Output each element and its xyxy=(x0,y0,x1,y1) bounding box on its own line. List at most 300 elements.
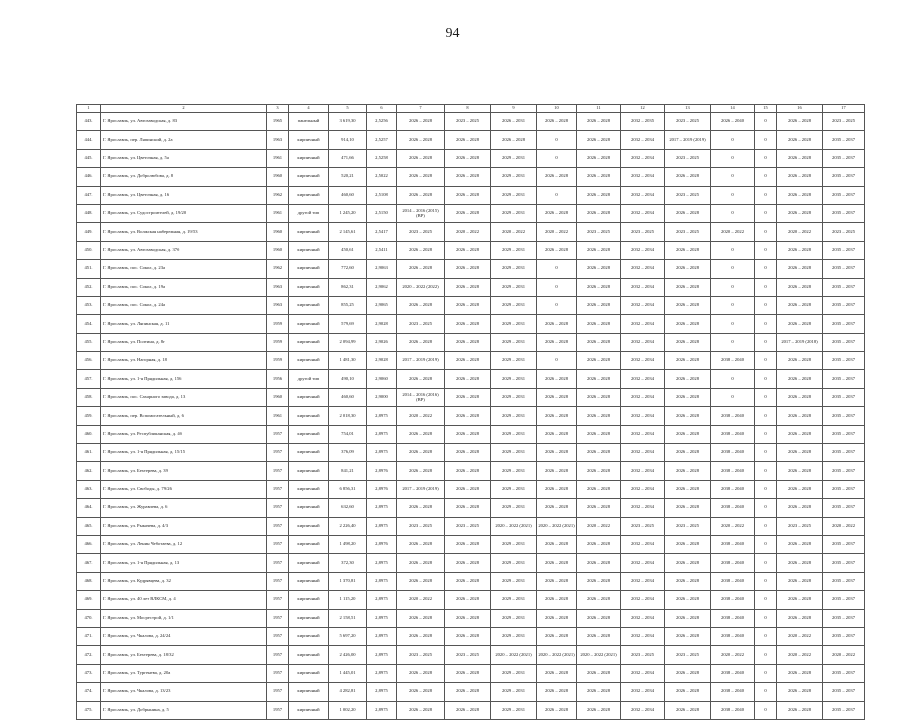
table-cell: 0 xyxy=(755,646,777,664)
table-cell: 0 xyxy=(755,517,777,535)
table-cell: 459. xyxy=(77,407,101,425)
table-cell: 463. xyxy=(77,480,101,498)
table-cell: 2029 – 2031 xyxy=(491,554,537,572)
table-row xyxy=(77,149,865,167)
table-cell: 0 xyxy=(755,407,777,425)
table-cell: кирпичный xyxy=(289,260,329,278)
table-cell: 2 145,61 xyxy=(329,223,367,241)
table-cell: 2026 – 2028 xyxy=(445,388,491,406)
table-cell: 2026 – 2028 xyxy=(537,535,577,553)
table-cell: 2032 – 2034 xyxy=(621,260,665,278)
table-cell: 2,8975 xyxy=(367,646,397,664)
table-cell: 2026 – 2028 xyxy=(777,131,823,149)
table-cell: 445. xyxy=(77,149,101,167)
table-cell: 2 094,99 xyxy=(329,333,367,351)
table-cell: 2026 – 2028 xyxy=(397,333,445,351)
table-cell: 2026 – 2028 xyxy=(777,241,823,259)
table-cell: 372,30 xyxy=(329,554,367,572)
table-cell: 2026 – 2028 xyxy=(777,554,823,572)
address-cell: Г. Ярославль, ул. Ляпинская, д. 11 xyxy=(101,315,267,333)
table-cell: 2,8976 xyxy=(367,480,397,498)
table-cell: 2026 – 2028 xyxy=(445,535,491,553)
table-cell: 2032 – 2034 xyxy=(621,683,665,701)
table-cell: кирпичный xyxy=(289,149,329,167)
address-cell: Г. Ярославль, пер. Вспомогательный, д. 6 xyxy=(101,407,267,425)
table-cell: 2023 – 2025 xyxy=(665,223,711,241)
table-cell: кирпичный xyxy=(289,701,329,719)
table-cell: 2020 – 2022 (2021) xyxy=(537,646,577,664)
table-cell: 2026 – 2028 xyxy=(777,278,823,296)
table-row xyxy=(77,609,865,627)
table-cell: 2026 – 2028 xyxy=(665,315,711,333)
table-row xyxy=(77,462,865,480)
table-cell: 2026 – 2028 xyxy=(577,554,621,572)
table-cell: 2026 – 2028 xyxy=(445,204,491,222)
table-cell: 455. xyxy=(77,333,101,351)
table-cell: 2026 – 2028 xyxy=(397,683,445,701)
table-cell: 3 619,30 xyxy=(329,113,367,131)
table-cell: 2026 – 2028 xyxy=(577,480,621,498)
table-cell: 2035 – 2037 xyxy=(823,572,865,590)
table-cell: 2032 – 2034 xyxy=(621,204,665,222)
table-cell: 1965 xyxy=(267,113,289,131)
table-cell: 2035 – 2037 xyxy=(823,388,865,406)
table-cell: 1960 xyxy=(267,241,289,259)
table-cell: 2026 – 2028 xyxy=(445,425,491,443)
table-cell: 0 xyxy=(755,113,777,131)
address-cell: Г. Ярославль, пос. Сокол, д. 23а xyxy=(101,260,267,278)
table-cell: кирпичный xyxy=(289,499,329,517)
table-cell: кирпичный xyxy=(289,572,329,590)
column-number-row xyxy=(77,105,865,113)
table-cell: 449. xyxy=(77,223,101,241)
table-cell: 0 xyxy=(755,131,777,149)
table-row xyxy=(77,554,865,572)
table-cell: 0 xyxy=(755,535,777,553)
table-cell: 2,9028 xyxy=(367,352,397,370)
table-cell: 2023 – 2025 xyxy=(665,113,711,131)
table-cell: 2032 – 2034 xyxy=(621,480,665,498)
table-row xyxy=(77,499,865,517)
table-cell: 2032 – 2034 xyxy=(621,554,665,572)
table-cell: 2035 – 2037 xyxy=(823,480,865,498)
table-cell: 462. xyxy=(77,462,101,480)
table-cell: 0 xyxy=(755,333,777,351)
table-cell: 2026 – 2028 xyxy=(577,388,621,406)
table-cell: 2026 – 2028 xyxy=(537,627,577,645)
table-cell: 2,8975 xyxy=(367,572,397,590)
table-cell: 2026 – 2028 xyxy=(577,627,621,645)
table-cell: 2020 – 2022 xyxy=(777,627,823,645)
table-cell: 2038 – 2040 xyxy=(711,444,755,462)
table-cell: 2020 – 2022 (2022) xyxy=(397,278,445,296)
table-cell: 2032 – 2035 xyxy=(621,113,665,131)
table-cell: 0 xyxy=(755,260,777,278)
table-cell: 2026 – 2028 xyxy=(397,572,445,590)
table-row xyxy=(77,204,865,222)
table-cell: 2026 – 2028 xyxy=(777,591,823,609)
table-cell: 2032 – 2034 xyxy=(621,333,665,351)
table-cell: 2026 – 2028 xyxy=(445,627,491,645)
table-cell: 2032 – 2034 xyxy=(621,535,665,553)
table-cell: 1957 xyxy=(267,701,289,719)
table-cell: 0 xyxy=(537,260,577,278)
table-cell: 2,5417 xyxy=(367,223,397,241)
table-row xyxy=(77,131,865,149)
table-cell: 2,5257 xyxy=(367,131,397,149)
table-cell: 2020 – 2022 xyxy=(537,223,577,241)
table-cell: 468. xyxy=(77,572,101,590)
table-cell: 2026 – 2028 xyxy=(397,168,445,186)
table-cell: 2,9026 xyxy=(367,333,397,351)
table-cell: 2,8975 xyxy=(367,425,397,443)
table-cell: 2026 – 2028 xyxy=(777,149,823,167)
table-cell: 0 xyxy=(755,480,777,498)
table-cell: 1957 xyxy=(267,591,289,609)
table-cell: 2026 – 2028 xyxy=(445,186,491,204)
table-cell: 2029 – 2031 xyxy=(491,352,537,370)
table-cell: 2026 – 2028 xyxy=(397,131,445,149)
table-cell: 1 002,20 xyxy=(329,701,367,719)
table-cell: 2032 – 2034 xyxy=(621,701,665,719)
table-cell: 2038 – 2040 xyxy=(711,554,755,572)
table-cell: 2026 – 2028 xyxy=(577,333,621,351)
table-cell: 472. xyxy=(77,646,101,664)
table-cell: 632,60 xyxy=(329,499,367,517)
address-cell: Г. Ярославль, ул. 40 лет ВЛКСМ, д. 4 xyxy=(101,591,267,609)
table-cell: 0 xyxy=(711,186,755,204)
table-cell: другой тип xyxy=(289,370,329,388)
table-cell: 1960 xyxy=(267,223,289,241)
table-cell: 2038 – 2040 xyxy=(711,407,755,425)
table-cell: 2023 – 2025 xyxy=(397,517,445,535)
address-cell: Г. Ярославль, ул. Цветочная, д. 5а xyxy=(101,149,267,167)
table-cell: 2 018,30 xyxy=(329,407,367,425)
table-cell: кирпичный xyxy=(289,352,329,370)
table-cell: 2,9000 xyxy=(367,388,397,406)
table-cell: 2023 – 2025 xyxy=(577,223,621,241)
table-cell: 2026 – 2028 xyxy=(397,260,445,278)
table-cell: кирпичный xyxy=(289,535,329,553)
address-cell: Г. Ярославль, ул. Мосрестрой, д. 1/1 xyxy=(101,609,267,627)
address-cell: Г. Ярославль, ул. 1-я Прядильная, д. 15/15 xyxy=(101,444,267,462)
table-cell: 2026 – 2028 xyxy=(665,627,711,645)
table-cell: 0 xyxy=(537,296,577,314)
table-cell: 2023 – 2025 xyxy=(777,517,823,535)
table-cell: 2026 – 2028 xyxy=(537,113,577,131)
table-cell: 1959 xyxy=(267,315,289,333)
table-cell: 2038 – 2040 xyxy=(711,572,755,590)
address-cell: Г. Ярославль, пер. Ляпинский, д. 2а xyxy=(101,131,267,149)
table-cell: 2026 – 2028 xyxy=(777,701,823,719)
table-cell: 490,10 xyxy=(329,370,367,388)
table-cell: 914,10 xyxy=(329,131,367,149)
table-cell: 2026 – 2028 xyxy=(445,149,491,167)
table-cell: 1959 xyxy=(267,352,289,370)
address-cell: Г. Ярославль, пос. Сокол, д. 19а xyxy=(101,278,267,296)
table-cell: 2035 – 2037 xyxy=(823,260,865,278)
table-cell: 2026 – 2028 xyxy=(577,149,621,167)
table-cell: 2017 – 2019 (2019) xyxy=(665,131,711,149)
table-cell: 2035 – 2037 xyxy=(823,352,865,370)
table-cell: 1960 xyxy=(267,388,289,406)
table-cell: 2026 – 2028 xyxy=(397,370,445,388)
table-cell: 2038 – 2040 xyxy=(711,609,755,627)
table-cell: 2026 – 2031 xyxy=(491,113,537,131)
table-cell: 2026 – 2028 xyxy=(577,168,621,186)
table-cell: 2,8975 xyxy=(367,664,397,682)
table-cell: кирпичный xyxy=(289,462,329,480)
table-cell: кирпичный xyxy=(289,168,329,186)
table-cell: 2026 – 2028 xyxy=(665,480,711,498)
table-cell: 0 xyxy=(755,425,777,443)
table-row xyxy=(77,370,865,388)
table-cell: 451. xyxy=(77,260,101,278)
table-cell: кирпичный xyxy=(289,407,329,425)
table-row xyxy=(77,444,865,462)
table-cell: 2026 – 2028 xyxy=(665,664,711,682)
column-number-cell: 15 xyxy=(755,105,777,113)
table-cell: 2,9060 xyxy=(367,370,397,388)
table-cell: 1957 xyxy=(267,554,289,572)
table-cell: 1 245,20 xyxy=(329,204,367,222)
table-cell: 2,8975 xyxy=(367,683,397,701)
table-cell: 2035 – 2037 xyxy=(823,149,865,167)
table-row xyxy=(77,186,865,204)
table-cell: 471,66 xyxy=(329,149,367,167)
table-cell: 0 xyxy=(537,131,577,149)
table-cell: 4 282,81 xyxy=(329,683,367,701)
table-cell: 2026 – 2028 xyxy=(537,204,577,222)
table-cell: 0 xyxy=(711,168,755,186)
table-row xyxy=(77,535,865,553)
table-cell: 2026 – 2028 xyxy=(537,425,577,443)
table-cell: 2035 – 2037 xyxy=(823,664,865,682)
table-cell: 2026 – 2028 xyxy=(777,535,823,553)
table-cell: 2038 – 2040 xyxy=(711,535,755,553)
table-cell: 2014 – 2016 (2016)(ВР) xyxy=(397,388,445,406)
table-cell: 5 697,20 xyxy=(329,627,367,645)
table-cell: 2026 – 2028 xyxy=(777,444,823,462)
table-cell: 465. xyxy=(77,517,101,535)
table-cell: 2026 – 2028 xyxy=(397,241,445,259)
table-cell: 2,9028 xyxy=(367,315,397,333)
table-cell: 2026 – 2028 xyxy=(445,333,491,351)
table-cell: 460,60 xyxy=(329,186,367,204)
table-cell: 2026 – 2028 xyxy=(577,278,621,296)
table-cell: кирпичный xyxy=(289,664,329,682)
table-cell: 2026 – 2028 xyxy=(577,241,621,259)
address-cell: Г. Ярославль, ул. Кудрявцева, д. 32 xyxy=(101,572,267,590)
table-cell: 1957 xyxy=(267,444,289,462)
table-cell: кирпичный xyxy=(289,333,329,351)
table-cell: 2032 – 2034 xyxy=(621,278,665,296)
table-cell: 2029 – 2031 xyxy=(491,186,537,204)
address-cell: Г. Ярославль, ул. Чкалова, д. 24/24 xyxy=(101,627,267,645)
table-cell: 0 xyxy=(755,683,777,701)
table-cell: 0 xyxy=(755,223,777,241)
table-cell: другой тип xyxy=(289,204,329,222)
table-cell: кирпичный xyxy=(289,609,329,627)
table-cell: 754,01 xyxy=(329,425,367,443)
table-cell: 2032 – 2034 xyxy=(621,407,665,425)
table-cell: 2,8975 xyxy=(367,609,397,627)
column-number-cell: 16 xyxy=(777,105,823,113)
column-number-cell: 10 xyxy=(537,105,577,113)
table-cell: 0 xyxy=(711,370,755,388)
table-cell: 2023 – 2025 xyxy=(621,223,665,241)
address-cell: Г. Ярославль, пос. Сокол, д. 24а xyxy=(101,296,267,314)
table-cell: 2026 – 2028 xyxy=(577,535,621,553)
table-cell: 2017 – 2019 (2018) xyxy=(777,333,823,351)
table-cell: 1957 xyxy=(267,572,289,590)
table-cell: 2023 – 2025 xyxy=(397,646,445,664)
table-cell: 841,21 xyxy=(329,462,367,480)
table-cell: 460,60 xyxy=(329,388,367,406)
table-cell: 2026 – 2028 xyxy=(397,535,445,553)
table-cell: 470. xyxy=(77,609,101,627)
table-cell: 2026 – 2028 xyxy=(445,131,491,149)
table-cell: 2026 – 2028 xyxy=(665,572,711,590)
table-cell: 2026 – 2028 xyxy=(445,315,491,333)
address-cell: Г. Ярославль, ул. Автозаводская, д. 83 xyxy=(101,113,267,131)
table-cell: кирпичный xyxy=(289,444,329,462)
table-cell: 2026 – 2028 xyxy=(397,296,445,314)
table-cell: 2026 – 2028 xyxy=(537,388,577,406)
table-cell: 2026 – 2028 xyxy=(445,444,491,462)
table-cell: 2026 – 2028 xyxy=(665,260,711,278)
table-cell: 0 xyxy=(711,296,755,314)
table-cell: кирпичный xyxy=(289,131,329,149)
address-cell: Г. Ярославль, ул. Рыкачева, д. 4/3 xyxy=(101,517,267,535)
table-cell: 1957 xyxy=(267,683,289,701)
table-cell: 1 498,20 xyxy=(329,535,367,553)
table-cell: 2026 – 2028 xyxy=(537,591,577,609)
table-cell: 2038 – 2040 xyxy=(711,664,755,682)
table-cell: 447. xyxy=(77,186,101,204)
table-cell: 2026 – 2028 xyxy=(537,462,577,480)
address-cell: Г. Ярославль, ул. Ленин Чеботаева, д. 12 xyxy=(101,535,267,553)
table-cell: 2026 – 2028 xyxy=(777,186,823,204)
table-cell: 2032 – 2034 xyxy=(621,370,665,388)
table-cell: 2023 – 2025 xyxy=(823,113,865,131)
column-number-cell: 1 xyxy=(77,105,101,113)
table-cell: 2029 – 2031 xyxy=(491,333,537,351)
table-cell: 0 xyxy=(711,260,755,278)
table-cell: 2026 – 2028 xyxy=(397,701,445,719)
table-row xyxy=(77,223,865,241)
table-cell: 2029 – 2031 xyxy=(491,296,537,314)
table-cell: 2026 – 2028 xyxy=(577,444,621,462)
table-cell: 2032 – 2034 xyxy=(621,462,665,480)
table-cell: 2029 – 2031 xyxy=(491,370,537,388)
table-cell: 2026 – 2028 xyxy=(445,572,491,590)
table-cell: 2029 – 2031 xyxy=(491,444,537,462)
table-cell: 471. xyxy=(77,627,101,645)
address-cell: Г. Ярославль, пос. Сахарного завода, д. 13 xyxy=(101,388,267,406)
table-cell: 1957 xyxy=(267,517,289,535)
table-cell: 2 226,40 xyxy=(329,517,367,535)
table-cell: 2020 – 2022 xyxy=(711,517,755,535)
table-cell: 1957 xyxy=(267,609,289,627)
table-cell: 2032 – 2034 xyxy=(621,499,665,517)
table-cell: 2,9065 xyxy=(367,296,397,314)
table-cell: 2026 – 2028 xyxy=(777,352,823,370)
table-cell: 2032 – 2034 xyxy=(621,664,665,682)
table-cell: 2029 – 2031 xyxy=(491,241,537,259)
table-cell: 2026 – 2028 xyxy=(665,683,711,701)
table-cell: 2026 – 2028 xyxy=(397,149,445,167)
table-cell: 2029 – 2031 xyxy=(491,535,537,553)
table-cell: 0 xyxy=(711,333,755,351)
table-cell: 2026 – 2028 xyxy=(777,609,823,627)
table-cell: 2,8975 xyxy=(367,444,397,462)
table-cell: 2026 – 2028 xyxy=(665,591,711,609)
table-cell: 2026 – 2028 xyxy=(445,260,491,278)
table-cell: 2026 – 2028 xyxy=(665,462,711,480)
table-cell: кирпичный xyxy=(289,683,329,701)
table-cell: 2035 – 2037 xyxy=(823,241,865,259)
table-cell: 1962 xyxy=(267,260,289,278)
table-cell: 2035 – 2037 xyxy=(823,462,865,480)
table-cell: 2029 – 2031 xyxy=(491,407,537,425)
table-cell: 0 xyxy=(755,204,777,222)
table-cell: 2032 – 2034 xyxy=(621,591,665,609)
table-cell: 0 xyxy=(755,315,777,333)
table-cell: 2026 – 2028 xyxy=(445,407,491,425)
table-cell: 1961 xyxy=(267,149,289,167)
table-cell: 2026 – 2028 xyxy=(577,572,621,590)
table-cell: 2014 – 2016 (2015)(ВР) xyxy=(397,204,445,222)
table-cell: 1 115,20 xyxy=(329,591,367,609)
table-cell: 2,5256 xyxy=(367,113,397,131)
table-cell: 2026 – 2028 xyxy=(537,572,577,590)
table-cell: 2026 – 2028 xyxy=(665,701,711,719)
table-cell: кирпичный xyxy=(289,554,329,572)
table-cell: 2026 – 2028 xyxy=(445,609,491,627)
table-cell: 2026 – 2028 xyxy=(537,370,577,388)
table-cell: 862,31 xyxy=(329,278,367,296)
table-cell: 2026 – 2028 xyxy=(665,296,711,314)
table-cell: 2029 – 2031 xyxy=(491,315,537,333)
table-cell: 2023 – 2025 xyxy=(665,646,711,664)
table-cell: 2026 – 2028 xyxy=(397,186,445,204)
address-cell: Г. Ярославль, ул. Волжская набережная, д. 19/53 xyxy=(101,223,267,241)
address-cell: Г. Ярославль, ул. 1-я Прядильная, д. 13 xyxy=(101,554,267,572)
table-cell: 0 xyxy=(755,591,777,609)
table-cell: 2026 – 2028 xyxy=(665,168,711,186)
column-number-cell: 6 xyxy=(367,105,397,113)
table-cell: 2026 – 2028 xyxy=(537,315,577,333)
table-cell: 2017 – 2019 (2019) xyxy=(397,480,445,498)
table-cell: 2029 – 2031 xyxy=(491,572,537,590)
table-cell: кирпичный xyxy=(289,517,329,535)
table-cell: 2,8975 xyxy=(367,554,397,572)
table-cell: 2038 – 2040 xyxy=(711,701,755,719)
table-cell: 0 xyxy=(755,627,777,645)
table-cell: 2026 – 2028 xyxy=(537,664,577,682)
table-cell: 2032 – 2034 xyxy=(621,444,665,462)
table-cell: 450,61 xyxy=(329,241,367,259)
address-cell: Г. Ярославль, ул. Журавлева, д. 6 xyxy=(101,499,267,517)
table-cell: 2,8976 xyxy=(367,535,397,553)
page-number: 94 xyxy=(445,26,460,41)
table-cell: 456. xyxy=(77,352,101,370)
table-cell: 2035 – 2037 xyxy=(823,296,865,314)
table-cell: 452. xyxy=(77,278,101,296)
table-cell: 2026 – 2028 xyxy=(777,370,823,388)
table-cell: 2026 – 2028 xyxy=(445,241,491,259)
